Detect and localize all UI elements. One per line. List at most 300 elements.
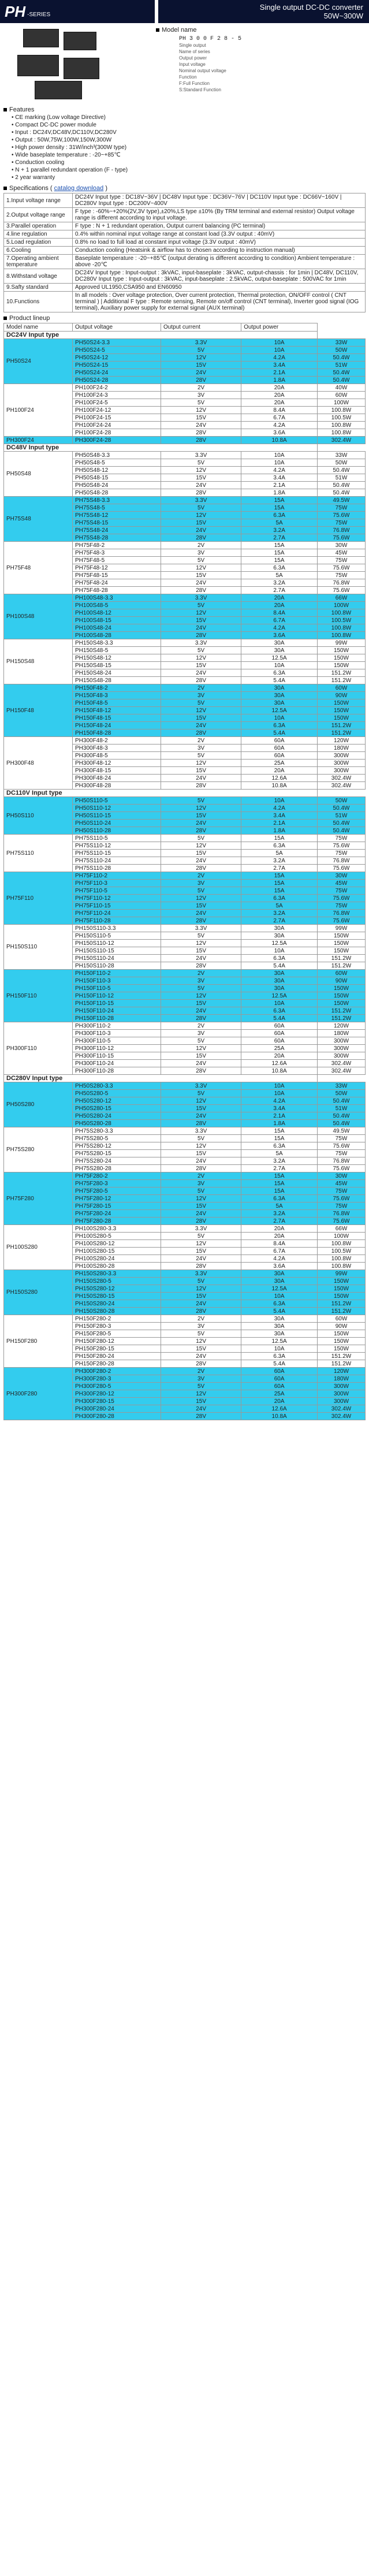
model-cell: PH75S110-12 xyxy=(73,842,161,850)
value-cell: 15V xyxy=(161,414,241,422)
spec-label: 9.Safty standard xyxy=(4,284,73,292)
spec-row xyxy=(4,247,366,255)
model-code-notes xyxy=(179,42,363,93)
model-cell: PH150S280-12 xyxy=(73,1285,161,1293)
value-cell: 15A xyxy=(241,497,318,504)
table-row xyxy=(4,384,366,392)
value-cell: 12V xyxy=(161,407,241,414)
model-cell: PH50S24-15 xyxy=(73,362,161,369)
value-cell: 28V xyxy=(161,962,241,970)
table-row xyxy=(4,542,366,549)
value-cell: 1.8A xyxy=(241,827,318,835)
value-cell: 12V xyxy=(161,1097,241,1105)
model-cell: PH150S110-28 xyxy=(73,962,161,970)
value-cell: 3.3V xyxy=(161,1082,241,1090)
model-cell: PH150F280-5 xyxy=(73,1330,161,1338)
table-row xyxy=(4,925,366,932)
value-cell: 3V xyxy=(161,880,241,887)
value-cell: 12.6A xyxy=(241,1060,318,1067)
value-cell: 15V xyxy=(161,1000,241,1007)
group-name: PH75S48 xyxy=(4,497,73,542)
group-name: PH100S48 xyxy=(4,594,73,639)
value-cell: 49.5W xyxy=(318,497,366,504)
value-cell: 50.4W xyxy=(318,1097,366,1105)
value-cell: 5A xyxy=(241,572,318,579)
model-cell: PH150S110-5 xyxy=(73,932,161,940)
value-cell: 75.6W xyxy=(318,534,366,542)
model-cell: PH150F280-15 xyxy=(73,1345,161,1353)
value-cell: 180W xyxy=(318,1375,366,1383)
model-note: Function xyxy=(179,75,197,80)
model-cell: PH75S48-15 xyxy=(73,519,161,527)
model-cell: PH50S280-3.3 xyxy=(73,1082,161,1090)
specs-heading: Specifications ( catalog download ) xyxy=(3,185,366,192)
value-cell: 2.7A xyxy=(241,917,318,925)
model-cell: PH75S280-3.3 xyxy=(73,1127,161,1135)
value-cell: 60A xyxy=(241,1037,318,1045)
value-cell: 50.4W xyxy=(318,354,366,362)
model-cell: PH50S110-15 xyxy=(73,812,161,820)
group-name: PH50S24 xyxy=(4,339,73,384)
model-cell: PH50S24-5 xyxy=(73,347,161,354)
catalog-download-link[interactable]: catalog download xyxy=(54,185,104,192)
value-cell: 150W xyxy=(318,699,366,707)
model-cell: PH50S280-5 xyxy=(73,1090,161,1097)
value-cell: 15A xyxy=(241,872,318,880)
value-cell: 150W xyxy=(318,1278,366,1285)
spec-label: 8.Withstand voltage xyxy=(4,269,73,284)
model-cell: PH300F24-28 xyxy=(73,437,161,444)
value-cell: 3.3V xyxy=(161,339,241,347)
spec-value: 0.8% no load to full load at constant input voltage (3.3V output : 40mV) xyxy=(73,239,366,247)
value-cell: 60W xyxy=(318,1315,366,1323)
model-cell: PH75S48-3.3 xyxy=(73,497,161,504)
feature-item: • High power density : 31W/inch³(300W type) xyxy=(12,144,127,151)
value-cell: 75.6W xyxy=(318,1165,366,1172)
input-type-title: DC280V Input type xyxy=(4,1075,318,1082)
group-name: PH50S48 xyxy=(4,452,73,497)
model-cell: PH100S48-28 xyxy=(73,632,161,639)
value-cell: 24V xyxy=(161,955,241,962)
value-cell: 12.5A xyxy=(241,992,318,1000)
model-cell: PH50S48-5 xyxy=(73,459,161,467)
value-cell: 60A xyxy=(241,752,318,760)
value-cell: 5.4A xyxy=(241,1308,318,1315)
value-cell: 5A xyxy=(241,1150,318,1157)
value-cell: 3.6A xyxy=(241,429,318,437)
value-cell: 302.4W xyxy=(318,437,366,444)
table-row xyxy=(4,872,366,880)
value-cell: 151.2W xyxy=(318,1015,366,1022)
value-cell: 28V xyxy=(161,827,241,835)
value-cell: 75.6W xyxy=(318,1195,366,1203)
group-name: PH50S110 xyxy=(4,797,73,835)
table-row xyxy=(4,1225,366,1233)
model-cell: PH75F48-3 xyxy=(73,549,161,557)
spec-value: Conduction cooling (Heatsink & airflow has to chosen according to instruction manual) xyxy=(73,247,366,255)
value-cell: 15V xyxy=(161,812,241,820)
value-cell: 100.8W xyxy=(318,624,366,632)
model-cell: PH75F48-15 xyxy=(73,572,161,579)
value-cell: 3V xyxy=(161,692,241,699)
model-cell: PH150F110-24 xyxy=(73,1007,161,1015)
value-cell: 300W xyxy=(318,752,366,760)
table-row xyxy=(4,639,366,647)
value-cell: 24V xyxy=(161,722,241,729)
spec-row xyxy=(4,222,366,230)
value-cell: 5V xyxy=(161,1330,241,1338)
value-cell: 15V xyxy=(161,714,241,722)
value-cell: 2V xyxy=(161,384,241,392)
value-cell: 24V xyxy=(161,910,241,917)
table-row xyxy=(4,594,366,602)
value-cell: 60A xyxy=(241,737,318,744)
model-cell: PH75F110-2 xyxy=(73,872,161,880)
value-cell: 100.8W xyxy=(318,422,366,429)
model-cell: PH50S24-24 xyxy=(73,369,161,377)
value-cell: 5V xyxy=(161,1188,241,1195)
value-cell: 3.6A xyxy=(241,1263,318,1270)
value-cell: 15A xyxy=(241,1188,318,1195)
value-cell: 302.4W xyxy=(318,1405,366,1413)
page-header xyxy=(0,0,369,23)
spec-row xyxy=(4,239,366,247)
value-cell: 10A xyxy=(241,1345,318,1353)
spec-row xyxy=(4,255,366,269)
model-cell: PH150F48-12 xyxy=(73,707,161,714)
value-cell: 20A xyxy=(241,767,318,775)
value-cell: 6.3A xyxy=(241,1353,318,1360)
value-cell: 150W xyxy=(318,1338,366,1345)
value-cell: 60A xyxy=(241,744,318,752)
value-cell: 5V xyxy=(161,797,241,805)
value-cell: 76.8W xyxy=(318,527,366,534)
value-cell: 99W xyxy=(318,639,366,647)
model-code: PH 3 0 0 F 2 8 - 5 xyxy=(179,36,242,42)
value-cell: 28V xyxy=(161,1360,241,1368)
value-cell: 24V xyxy=(161,579,241,587)
value-cell: 5V xyxy=(161,459,241,467)
value-cell: 5.4A xyxy=(241,1015,318,1022)
value-cell: 3.3V xyxy=(161,1270,241,1278)
value-cell: 75.6W xyxy=(318,895,366,902)
value-cell: 5V xyxy=(161,504,241,512)
value-cell: 10A xyxy=(241,339,318,347)
value-cell: 3V xyxy=(161,1180,241,1188)
value-cell: 24V xyxy=(161,527,241,534)
value-cell: 1.8A xyxy=(241,377,318,384)
value-cell: 2V xyxy=(161,1368,241,1375)
value-cell: 100.8W xyxy=(318,609,366,617)
value-cell: 60A xyxy=(241,1030,318,1037)
value-cell: 15V xyxy=(161,1345,241,1353)
value-cell: 2.7A xyxy=(241,587,318,594)
group-name: PH50S280 xyxy=(4,1082,73,1127)
value-cell: 75.6W xyxy=(318,564,366,572)
value-cell: 2V xyxy=(161,684,241,692)
value-cell: 15V xyxy=(161,1248,241,1255)
feature-item: • Compact DC-DC power module xyxy=(12,122,96,128)
value-cell: 3.4A xyxy=(241,1105,318,1112)
value-cell: 2V xyxy=(161,1315,241,1323)
value-cell: 25A xyxy=(241,1390,318,1398)
value-cell: 4.2A xyxy=(241,354,318,362)
model-cell: PH50S280-12 xyxy=(73,1097,161,1105)
group-name: PH150F48 xyxy=(4,684,73,737)
group-name: PH300F48 xyxy=(4,737,73,790)
spec-label: 2.Output voltage range xyxy=(4,208,73,222)
value-cell: 12V xyxy=(161,1390,241,1398)
value-cell: 5A xyxy=(241,850,318,857)
value-cell: 12V xyxy=(161,805,241,812)
value-cell: 76.8W xyxy=(318,1210,366,1218)
value-cell: 30A xyxy=(241,977,318,985)
model-cell: PH50S110-12 xyxy=(73,805,161,812)
value-cell: 12V xyxy=(161,940,241,947)
value-cell: 28V xyxy=(161,429,241,437)
model-cell: PH75S110-24 xyxy=(73,857,161,865)
value-cell: 3.2A xyxy=(241,1157,318,1165)
value-cell: 100.8W xyxy=(318,429,366,437)
table-row xyxy=(4,452,366,459)
value-cell: 12V xyxy=(161,1195,241,1203)
value-cell: 28V xyxy=(161,729,241,737)
value-cell: 4.2A xyxy=(241,422,318,429)
value-cell: 100.5W xyxy=(318,414,366,422)
value-cell: 10A xyxy=(241,714,318,722)
value-cell: 1.8A xyxy=(241,1120,318,1127)
value-cell: 5V xyxy=(161,399,241,407)
model-cell: PH150S280-15 xyxy=(73,1293,161,1300)
value-cell: 60A xyxy=(241,1022,318,1030)
value-cell: 12V xyxy=(161,1338,241,1345)
value-cell: 150W xyxy=(318,947,366,955)
model-cell: PH150F280-24 xyxy=(73,1353,161,1360)
feature-item: • Conduction cooling xyxy=(12,159,65,166)
value-cell: 15V xyxy=(161,947,241,955)
model-note: Single output xyxy=(179,43,206,48)
spec-row xyxy=(4,269,366,284)
value-cell: 15A xyxy=(241,887,318,895)
value-cell: 2.7A xyxy=(241,1218,318,1225)
value-cell: 30W xyxy=(318,1172,366,1180)
spec-label: 4.line regulation xyxy=(4,230,73,239)
value-cell: 6.3A xyxy=(241,1142,318,1150)
value-cell: 6.3A xyxy=(241,564,318,572)
spec-value: DC24V Input type : DC18V~36V | DC48V Input type : DC36V~76V | DC110V Input type : DC66V~160V | DC280V Input type : DC200V~400V xyxy=(73,193,366,208)
value-cell: 10.8A xyxy=(241,1067,318,1075)
value-cell: 5.4A xyxy=(241,962,318,970)
value-cell: 30A xyxy=(241,1323,318,1330)
group-name: PH300F280 xyxy=(4,1368,73,1420)
value-cell: 12V xyxy=(161,1142,241,1150)
value-cell: 2.1A xyxy=(241,1112,318,1120)
value-cell: 50W xyxy=(318,1090,366,1097)
spec-value: DC24V Input type : Input-output : 3kVAC, input-baseplate : 3kVAC, output-chassis : for 1min | DC48V, DC110V, DC280V Input type : Input-output : 3kVAC, input-baseplate : 2.5kVAC, output-baseplate : 500VAC for 1min xyxy=(73,269,366,284)
model-cell: PH100S280-15 xyxy=(73,1248,161,1255)
spec-label: 1.Input voltage range xyxy=(4,193,73,208)
model-cell: PH75F48-2 xyxy=(73,542,161,549)
value-cell: 28V xyxy=(161,1067,241,1075)
model-cell: PH50S48-12 xyxy=(73,467,161,474)
value-cell: 50.4W xyxy=(318,369,366,377)
model-cell: PH75S48-5 xyxy=(73,504,161,512)
value-cell: 151.2W xyxy=(318,1308,366,1315)
value-cell: 10.8A xyxy=(241,1413,318,1420)
group-name: PH150S48 xyxy=(4,639,73,684)
value-cell: 12.6A xyxy=(241,775,318,782)
model-cell: PH300F280-24 xyxy=(73,1405,161,1413)
spec-row xyxy=(4,230,366,239)
value-cell: 3.2A xyxy=(241,910,318,917)
table-row xyxy=(4,737,366,744)
value-cell: 20A xyxy=(241,1398,318,1405)
model-cell: PH100S280-12 xyxy=(73,1240,161,1248)
model-note: F:Full Function xyxy=(179,81,210,86)
value-cell: 12V xyxy=(161,654,241,662)
value-cell: 15A xyxy=(241,542,318,549)
value-cell: 3.3V xyxy=(161,925,241,932)
value-cell: 50.4W xyxy=(318,805,366,812)
value-cell: 150W xyxy=(318,932,366,940)
value-cell: 15V xyxy=(161,902,241,910)
model-cell: PH75F280-12 xyxy=(73,1195,161,1203)
value-cell: 15V xyxy=(161,1293,241,1300)
value-cell: 151.2W xyxy=(318,1360,366,1368)
value-cell: 5A xyxy=(241,1203,318,1210)
model-cell: PH100S48-15 xyxy=(73,617,161,624)
intro-area xyxy=(0,23,369,104)
value-cell: 150W xyxy=(318,1345,366,1353)
value-cell: 24V xyxy=(161,775,241,782)
value-cell: 28V xyxy=(161,437,241,444)
value-cell: 10A xyxy=(241,1090,318,1097)
model-cell: PH300F110-24 xyxy=(73,1060,161,1067)
value-cell: 75W xyxy=(318,887,366,895)
value-cell: 24V xyxy=(161,1210,241,1218)
value-cell: 24V xyxy=(161,1353,241,1360)
value-cell: 60A xyxy=(241,1375,318,1383)
value-cell: 49.5W xyxy=(318,1127,366,1135)
value-cell: 120W xyxy=(318,1022,366,1030)
input-type-title: DC24V Input type xyxy=(4,332,318,339)
value-cell: 50W xyxy=(318,347,366,354)
model-note: S:Standard Function xyxy=(179,87,221,92)
value-cell: 15V xyxy=(161,572,241,579)
group-name: PH150S110 xyxy=(4,925,73,970)
feature-item: • 2 year warranty xyxy=(12,174,55,181)
value-cell: 6.7A xyxy=(241,617,318,624)
model-cell: PH150S280-24 xyxy=(73,1300,161,1308)
model-note: Output power xyxy=(179,55,207,61)
value-cell: 45W xyxy=(318,549,366,557)
model-cell: PH75S110-28 xyxy=(73,865,161,872)
value-cell: 100.8W xyxy=(318,632,366,639)
group-name: PH300F110 xyxy=(4,1022,73,1075)
value-cell: 300W xyxy=(318,1398,366,1405)
value-cell: 28V xyxy=(161,782,241,790)
table-row xyxy=(4,797,366,805)
model-cell: PH300F280-28 xyxy=(73,1413,161,1420)
value-cell: 2.7A xyxy=(241,1165,318,1172)
value-cell: 12.5A xyxy=(241,654,318,662)
model-cell: PH100S48-3.3 xyxy=(73,594,161,602)
value-cell: 2V xyxy=(161,1172,241,1180)
value-cell: 28V xyxy=(161,489,241,497)
model-cell: PH150F280-3 xyxy=(73,1323,161,1330)
model-cell: PH300F280-3 xyxy=(73,1375,161,1383)
value-cell: 4.2A xyxy=(241,1097,318,1105)
spec-value: F type : -60%~+20%(2V,3V type),±20%,LS type ±10% (By TRM terminal and external resistor) Output voltage range is different according to input voltage. xyxy=(73,208,366,222)
value-cell: 2.7A xyxy=(241,865,318,872)
spec-value: Baseplate temperature : -20~+85℃ (output derating is different according to condition) Ambient temperature : above -20℃ xyxy=(73,255,366,269)
model-cell: PH150S110-12 xyxy=(73,940,161,947)
table-row xyxy=(4,684,366,692)
value-cell: 12.5A xyxy=(241,940,318,947)
value-cell: 180W xyxy=(318,1030,366,1037)
value-cell: 12.5A xyxy=(241,707,318,714)
value-cell: 151.2W xyxy=(318,1353,366,1360)
value-cell: 3.4A xyxy=(241,474,318,482)
value-cell: 50.4W xyxy=(318,482,366,489)
value-cell: 28V xyxy=(161,1413,241,1420)
value-cell: 30A xyxy=(241,647,318,654)
value-cell: 5A xyxy=(241,519,318,527)
value-cell: 100.8W xyxy=(318,1255,366,1263)
value-cell: 5V xyxy=(161,1037,241,1045)
value-cell: 2.7A xyxy=(241,534,318,542)
model-cell: PH150S110-24 xyxy=(73,955,161,962)
spec-value: F type : N + 1 redundant operation, Output current balancing (PC terminal) xyxy=(73,222,366,230)
value-cell: 6.3A xyxy=(241,895,318,902)
model-cell: PH300F48-3 xyxy=(73,744,161,752)
value-cell: 100.8W xyxy=(318,407,366,414)
value-cell: 12V xyxy=(161,609,241,617)
value-cell: 51W xyxy=(318,812,366,820)
value-cell: 2V xyxy=(161,970,241,977)
model-note: Nominal output voltage xyxy=(179,68,226,73)
value-cell: 10.8A xyxy=(241,782,318,790)
value-cell: 51W xyxy=(318,474,366,482)
table-row xyxy=(4,339,366,347)
value-cell: 12V xyxy=(161,467,241,474)
model-name-section xyxy=(150,23,369,104)
value-cell: 28V xyxy=(161,632,241,639)
value-cell: 3.3V xyxy=(161,1225,241,1233)
model-cell: PH100F24-12 xyxy=(73,407,161,414)
value-cell: 60W xyxy=(318,970,366,977)
value-cell: 3.2A xyxy=(241,1210,318,1218)
value-cell: 6.3A xyxy=(241,512,318,519)
value-cell: 28V xyxy=(161,865,241,872)
value-cell: 150W xyxy=(318,985,366,992)
value-cell: 30W xyxy=(318,872,366,880)
model-cell: PH300F280-15 xyxy=(73,1398,161,1405)
value-cell: 15V xyxy=(161,1203,241,1210)
value-cell: 15A xyxy=(241,1172,318,1180)
value-cell: 45W xyxy=(318,1180,366,1188)
group-name: PH75F280 xyxy=(4,1172,73,1225)
model-cell: PH300F48-12 xyxy=(73,760,161,767)
value-cell: 20A xyxy=(241,392,318,399)
value-cell: 15V xyxy=(161,1398,241,1405)
input-type-row xyxy=(4,790,366,797)
value-cell: 3V xyxy=(161,744,241,752)
model-cell: PH150F280-12 xyxy=(73,1338,161,1345)
value-cell: 28V xyxy=(161,377,241,384)
value-cell: 8.4A xyxy=(241,1240,318,1248)
model-cell: PH300F110-2 xyxy=(73,1022,161,1030)
